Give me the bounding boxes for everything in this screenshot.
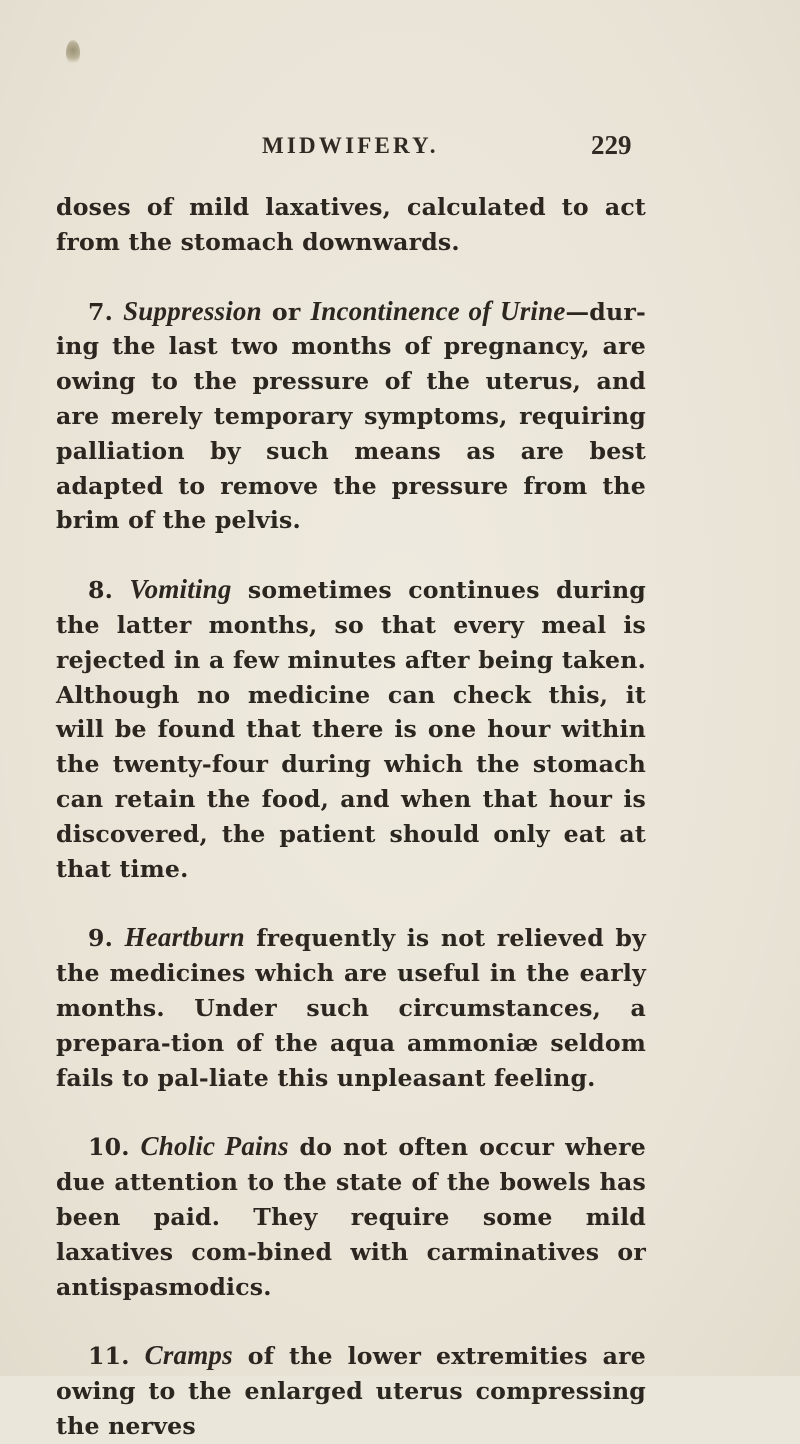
running-head-title: MIDWIFERY. bbox=[262, 133, 439, 158]
paragraph-7 bbox=[56, 294, 646, 539]
paragraph-11 bbox=[56, 1338, 646, 1443]
paragraph-text: of the lower extremities are owing to the enlarged uterus compressing the nerves bbox=[56, 1342, 646, 1440]
paragraph-text: sometimes continues during the latter months, so that every meal is rejected in a few minutes after being taken. Although no medicine can check this, it will be found that there is one hour within the twenty-four during which the stomach can retain the food, and when that hour is discovered, the patient should only eat at that time. bbox=[56, 576, 646, 883]
paragraph-number: 9. bbox=[88, 924, 114, 953]
page-number: 229 bbox=[591, 130, 632, 160]
paragraph-9 bbox=[56, 920, 646, 1095]
paragraph-text: do not often occur where due attention to the state of the bowels has been paid. They require some mild laxatives com-bined with carminatives or antispasmodics. bbox=[56, 1133, 646, 1301]
paragraph-term: Vomiting bbox=[129, 574, 232, 605]
paragraph-connector: or bbox=[261, 297, 311, 326]
paragraph-8 bbox=[56, 572, 646, 886]
paragraph-number: 10. bbox=[88, 1133, 130, 1162]
paragraph-number: 7. bbox=[88, 297, 114, 326]
running-head bbox=[0, 130, 800, 173]
paragraph-term: Cramps bbox=[144, 1340, 233, 1371]
paragraph-term-secondary: Incontinence of Urine bbox=[310, 295, 566, 326]
paragraph-term: Cholic Pains bbox=[140, 1131, 289, 1162]
paragraph-text: frequently is not relieved by the medicines which are useful in the early months. Under such circumstances, a prepara-tion of the aqua ammoniæ seldom fails to pal-liate this unpleasant feeling. bbox=[56, 924, 646, 1092]
paragraph-text: —dur-ing the last two months of pregnancy, are owing to the pressure of the uterus, and are merely temporary symptoms, requiring palliation by such means as are best adapted to remove the pressure from the brim of the pelvis. bbox=[56, 297, 646, 535]
paragraph-number: 11. bbox=[88, 1342, 130, 1371]
paragraph-continuation bbox=[56, 190, 646, 260]
paper-blemish bbox=[66, 40, 80, 66]
paragraph-10 bbox=[56, 1129, 646, 1304]
body-text bbox=[56, 190, 646, 1444]
paragraph-term: Suppression bbox=[123, 295, 262, 326]
paragraph-text: doses of mild laxatives, calculated to act from the stomach downwards. bbox=[56, 193, 646, 256]
paragraph-number: 8. bbox=[88, 576, 114, 605]
paragraph-term: Heartburn bbox=[124, 922, 245, 953]
